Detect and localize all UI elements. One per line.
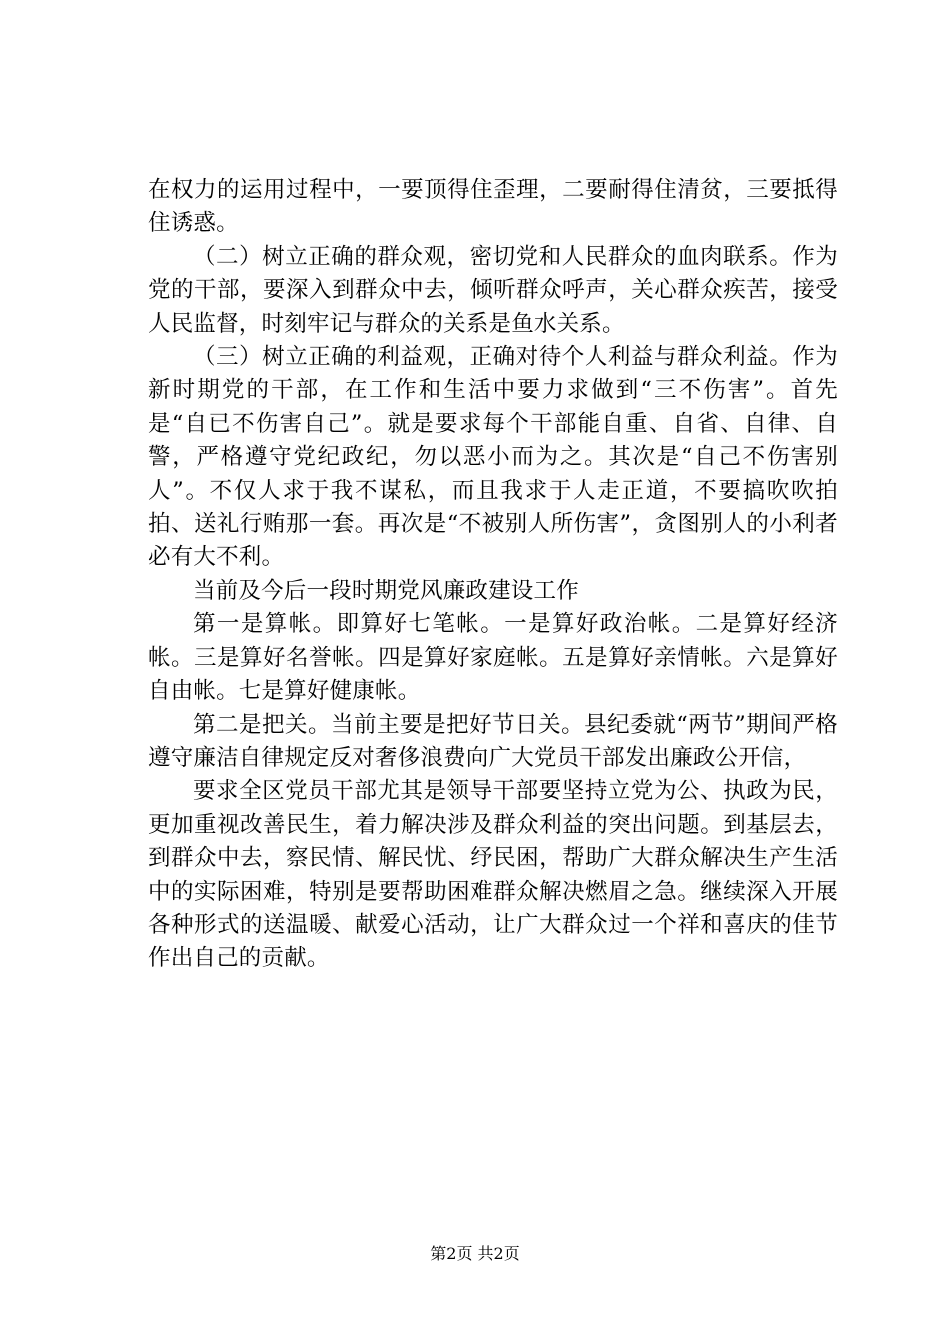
document-body (148, 174, 838, 976)
paragraph: 当前及今后一段时期党风廉政建设工作 (193, 577, 579, 604)
paragraph: （三）树立正确的利益观，正确对待个人利益与群众利益。作为新时期党的干部，在工作和生活中要力求做到“三不伤害”。首先是“自已不伤害自己”。就是要求每个干部能自重、自省、自律、自警，严格遵守党纪政纪，勿以恶小而为之。其次是“自己不伤害别人”。不仅人求于我不谋私，而且我求于人走正道，不要搞吹吹拍拍、送礼行贿那一套。再次是“不被别人所伤害”，贪图别人的小利者必有大不利。 (148, 344, 838, 571)
paragraph: 在权力的运用过程中，一要顶得住歪理，二要耐得住清贫，三要抵得住诱惑。 (148, 177, 838, 237)
paragraph: 要求全区党员干部尤其是领导干部要坚持立党为公、执政为民，更加重视改善民生，着力解决涉及群众利益的突出问题。到基层去，到群众中去，察民情、解民忧、纾民困，帮助广大群众解决生产生活中的实际困难，特别是要帮助困难群众解决燃眉之急。继续深入开展各种形式的送温暖、献爱心活动，让广大群众过一个祥和喜庆的佳节作出自己的贡献。 (148, 778, 838, 972)
page-number-footer: 第2页 共2页 (430, 1244, 520, 1263)
paragraph: 第一是算帐。即算好七笔帐。一是算好政治帐。二是算好经济帐。三是算好名誉帐。四是算好家庭帐。五是算好亲情帐。六是算好自由帐。七是算好健康帐。 (148, 611, 838, 705)
paragraph: （二）树立正确的群众观，密切党和人民群众的血肉联系。作为党的干部，要深入到群众中去，倾听群众呼声，关心群众疾苦，接受人民监督，时刻牢记与群众的关系是鱼水关系。 (148, 243, 838, 337)
paragraph: 第二是把关。当前主要是把好节日关。县纪委就“两节”期间严格遵守廉洁自律规定反对奢侈浪费向广大党员干部发出廉政公开信， (148, 711, 838, 771)
